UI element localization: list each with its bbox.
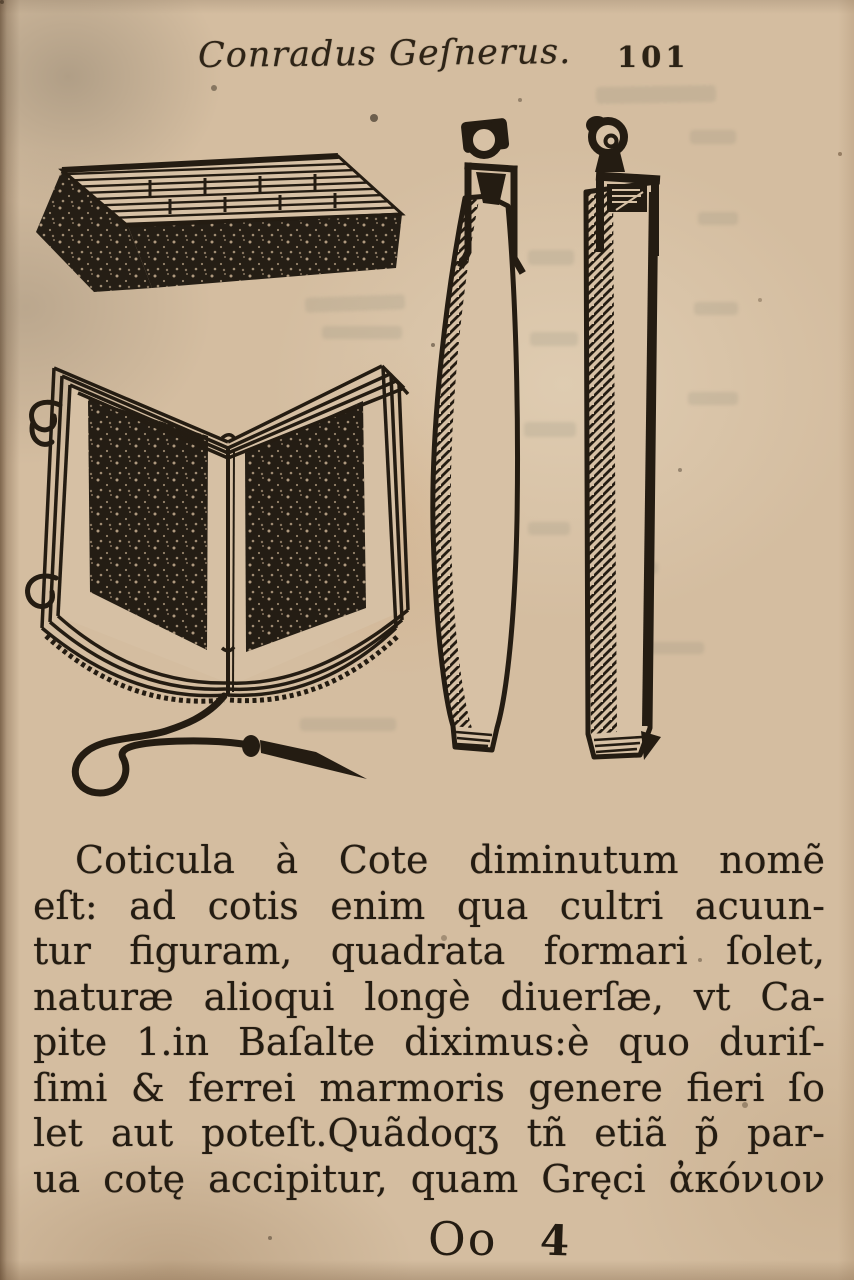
running-title: Conradus Geſnerus. xyxy=(197,32,572,76)
whetstone-slab-figure xyxy=(36,155,410,292)
text-line: naturæ alioqui longè diuerſæ, vt Ca- xyxy=(33,974,825,1019)
text-line: Coticula à Cote diminutum nomẽ xyxy=(75,838,825,882)
text-line: ſimi & ferrei marmoris genere fieri ſo xyxy=(33,1065,825,1110)
text-line: pite 1.in Baſalte diximus:è quo duriſ- xyxy=(33,1020,825,1064)
hanging-whetstone-curved-figure xyxy=(433,118,521,750)
ink-specks xyxy=(0,0,4,4)
woodcut-figures xyxy=(0,80,854,840)
text-line: ua cotę accipitur, quam Gręci ἀκόνιον xyxy=(33,1156,825,1201)
signature-mark xyxy=(0,1210,854,1270)
signature-gathering: Oo xyxy=(428,1212,498,1266)
text-line: eſt: ad cotis enim qua cultri acuun- xyxy=(33,883,825,928)
hanging-whetstone-straight-figure xyxy=(586,116,661,760)
signature-leaf: 4 xyxy=(539,1215,571,1266)
text-line: let aut poteſt.Quãdoqʒ tñ etiã p̃ par- xyxy=(33,1111,825,1155)
text-line: tur figuram, quadrata formari ſolet, xyxy=(33,929,825,973)
page-number: 101 xyxy=(617,40,690,74)
body-text xyxy=(33,838,825,1202)
touchstone-book-figure xyxy=(28,366,408,793)
page-header xyxy=(0,30,854,80)
